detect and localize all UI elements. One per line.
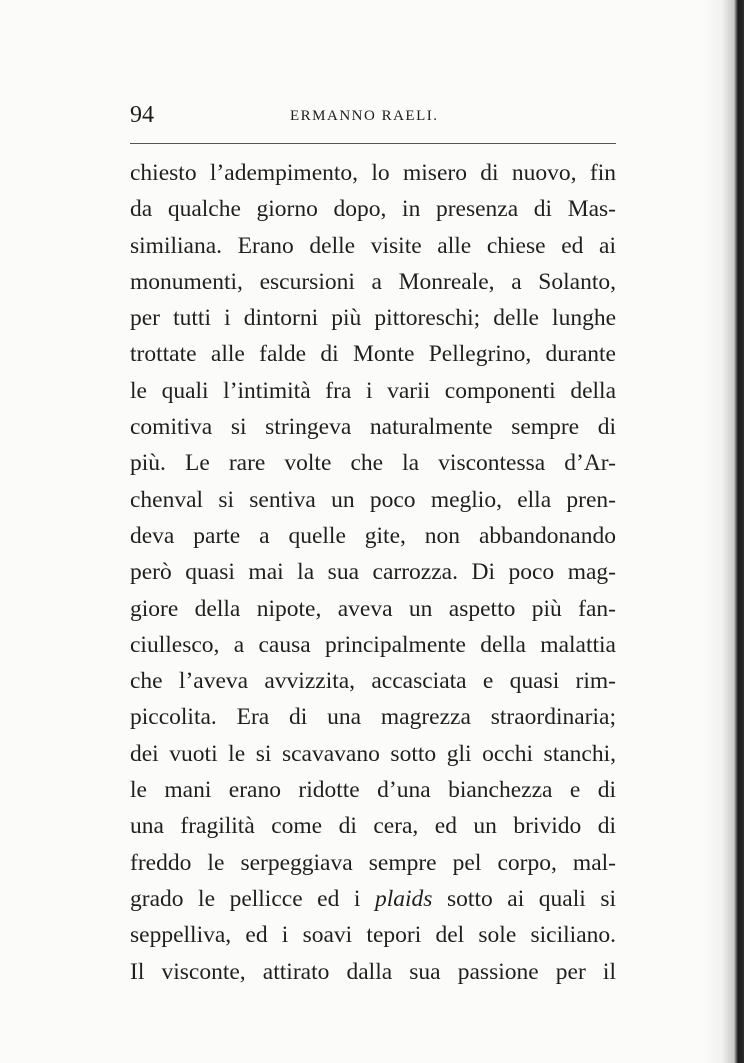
text-line: per tutti i dintorni più pittoreschi; delle lunghe [130, 305, 616, 332]
italic-word: plaids [375, 885, 433, 912]
text-line: le quali l’intimità fra i varii componenti della [130, 377, 616, 404]
text-line: Il visconte, attirato dalla sua passione per il [130, 958, 616, 985]
text-line: monumenti, escursioni a Monreale, a Solanto, [130, 268, 616, 295]
text-line: giore della nipote, aveva un aspetto più fan- [130, 595, 616, 622]
book-spine-shadow [704, 0, 744, 1063]
text-line: seppelliva, ed i soavi tepori del sole siciliano. [130, 922, 616, 949]
text-fragment: grado le pellicce ed i [130, 885, 375, 912]
text-fragment: sotto ai quali si [432, 885, 617, 912]
text-line: però quasi mai la sua carrozza. Di poco mag- [130, 559, 616, 586]
page-number: 94 [130, 102, 154, 128]
page-header [130, 102, 616, 134]
text-line: dei vuoti le si scavavano sotto gli occhi stanchi, [130, 740, 616, 767]
header-rule [130, 143, 616, 144]
body-text [130, 155, 616, 990]
text-line: più. Le rare volte che la viscontessa d’Ar- [130, 450, 616, 477]
text-line: da qualche giorno dopo, in presenza di Mas- [130, 196, 616, 223]
text-line: trottate alle falde di Monte Pellegrino, durante [130, 341, 616, 368]
text-line: similiana. Erano delle visite alle chiese ed ai [130, 232, 616, 259]
running-head: ERMANNO RAELI. [290, 108, 439, 124]
text-line: deva parte a quelle gite, non abbandonando [130, 522, 616, 549]
text-line: chenval si sentiva un poco meglio, ella pren- [130, 486, 616, 513]
text-line: le mani erano ridotte d’una bianchezza e di [130, 777, 616, 804]
text-line: piccolita. Era di una magrezza straordinaria; [130, 704, 616, 731]
text-line: che l’aveva avvizzita, accasciata e quasi rim- [130, 668, 616, 695]
text-line: chiesto l’adempimento, lo misero di nuovo, fin [130, 160, 616, 186]
text-line: comitiva si stringeva naturalmente sempre di [130, 414, 616, 441]
text-line: ciullesco, a causa principalmente della malattia [130, 631, 616, 658]
text-line: freddo le serpeggiava sempre pel corpo, mal- [130, 849, 616, 876]
text-line [130, 881, 616, 917]
text-line: una fragilità come di cera, ed un brivido di [130, 813, 616, 840]
